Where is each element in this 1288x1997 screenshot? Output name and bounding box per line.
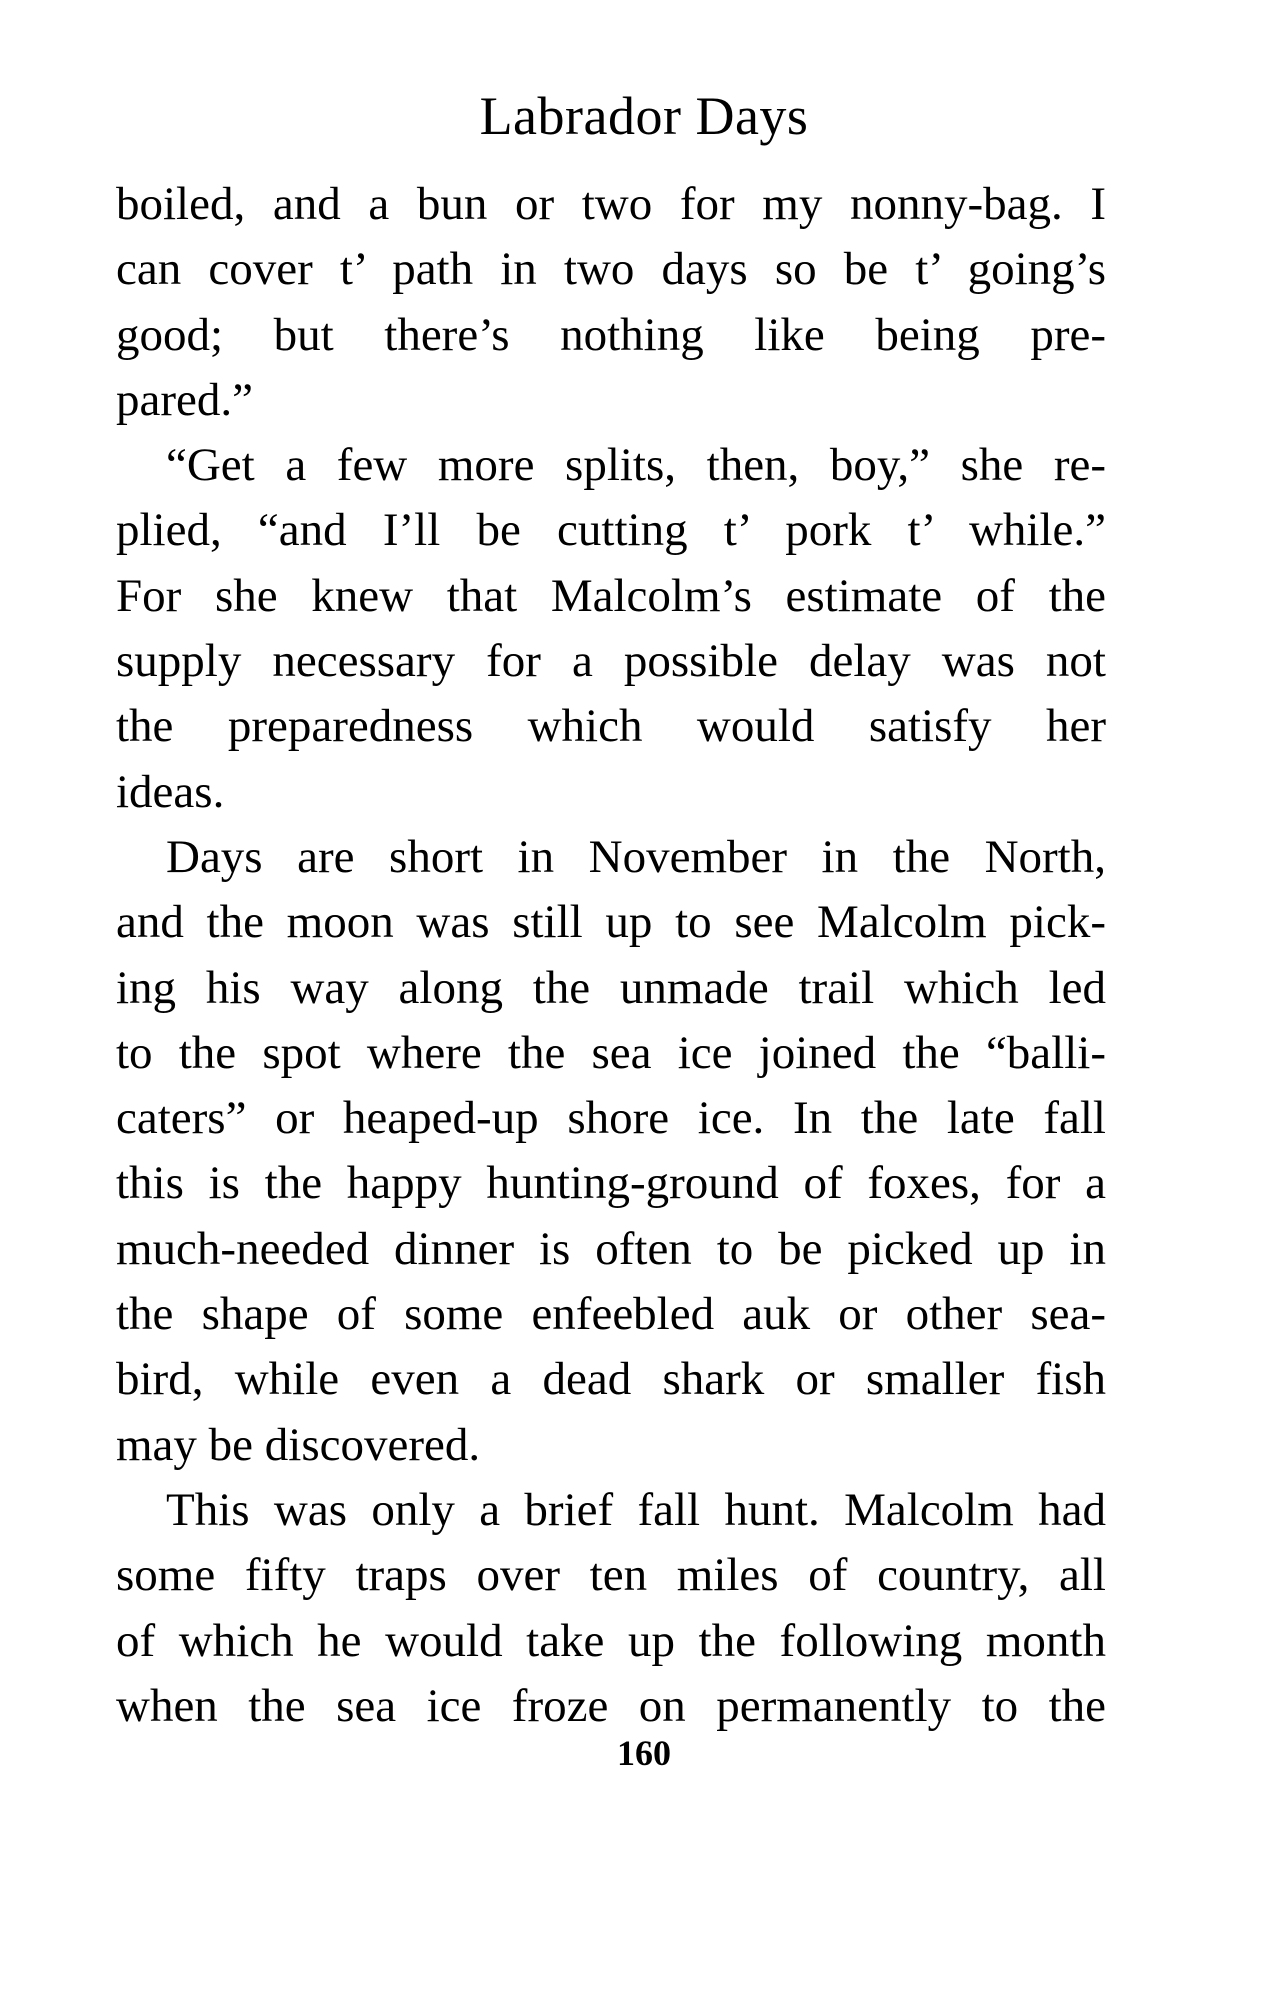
text-line: plied, “and I’ll be cutting t’ pork t’ while.” [116, 504, 1106, 557]
body-text [116, 172, 1106, 1739]
text-line: bird, while even a dead shark or smaller fish [116, 1353, 1106, 1406]
text-line: this is the happy hunting-ground of foxes, for a [116, 1157, 1106, 1210]
page-number: 160 [617, 1733, 671, 1773]
text-line: boiled, and a bun or two for my nonny-bag. I [116, 178, 1106, 230]
text-line: to the spot where the sea ice joined the “balli- [116, 1026, 1106, 1079]
text-line: ing his way along the unmade trail which led [116, 961, 1106, 1014]
text-line: and the moon was still up to see Malcolm pick- [116, 896, 1106, 949]
text-line: the preparedness which would satisfy her [116, 700, 1106, 753]
text-line: Days are short in November in the North, [166, 830, 1106, 883]
text-line: when the sea ice froze on permanently to the [116, 1679, 1106, 1732]
text-line: This was only a brief fall hunt. Malcolm had [166, 1483, 1106, 1536]
text-line: of which he would take up the following month [116, 1614, 1106, 1667]
text-line: supply necessary for a possible delay was not [116, 635, 1106, 688]
text-line: may be discovered. [116, 1418, 481, 1471]
text-line: good; but there’s nothing like being pre- [116, 308, 1106, 361]
text-line: some fifty traps over ten miles of country, all [116, 1549, 1106, 1602]
text-line: “Get a few more splits, then, boy,” she re- [166, 439, 1106, 492]
running-title: Labrador Days [479, 86, 809, 146]
text-line: ideas. [116, 765, 225, 818]
text-line: the shape of some enfeebled auk or other sea- [116, 1288, 1106, 1341]
text-line: pared.” [116, 373, 253, 426]
text-line: caters” or heaped-up shore ice. In the late fall [116, 1092, 1106, 1145]
text-line: For she knew that Malcolm’s estimate of the [116, 569, 1106, 622]
text-line: can cover t’ path in two days so be t’ going’s [116, 243, 1106, 296]
text-line: much-needed dinner is often to be picked up in [116, 1222, 1106, 1275]
